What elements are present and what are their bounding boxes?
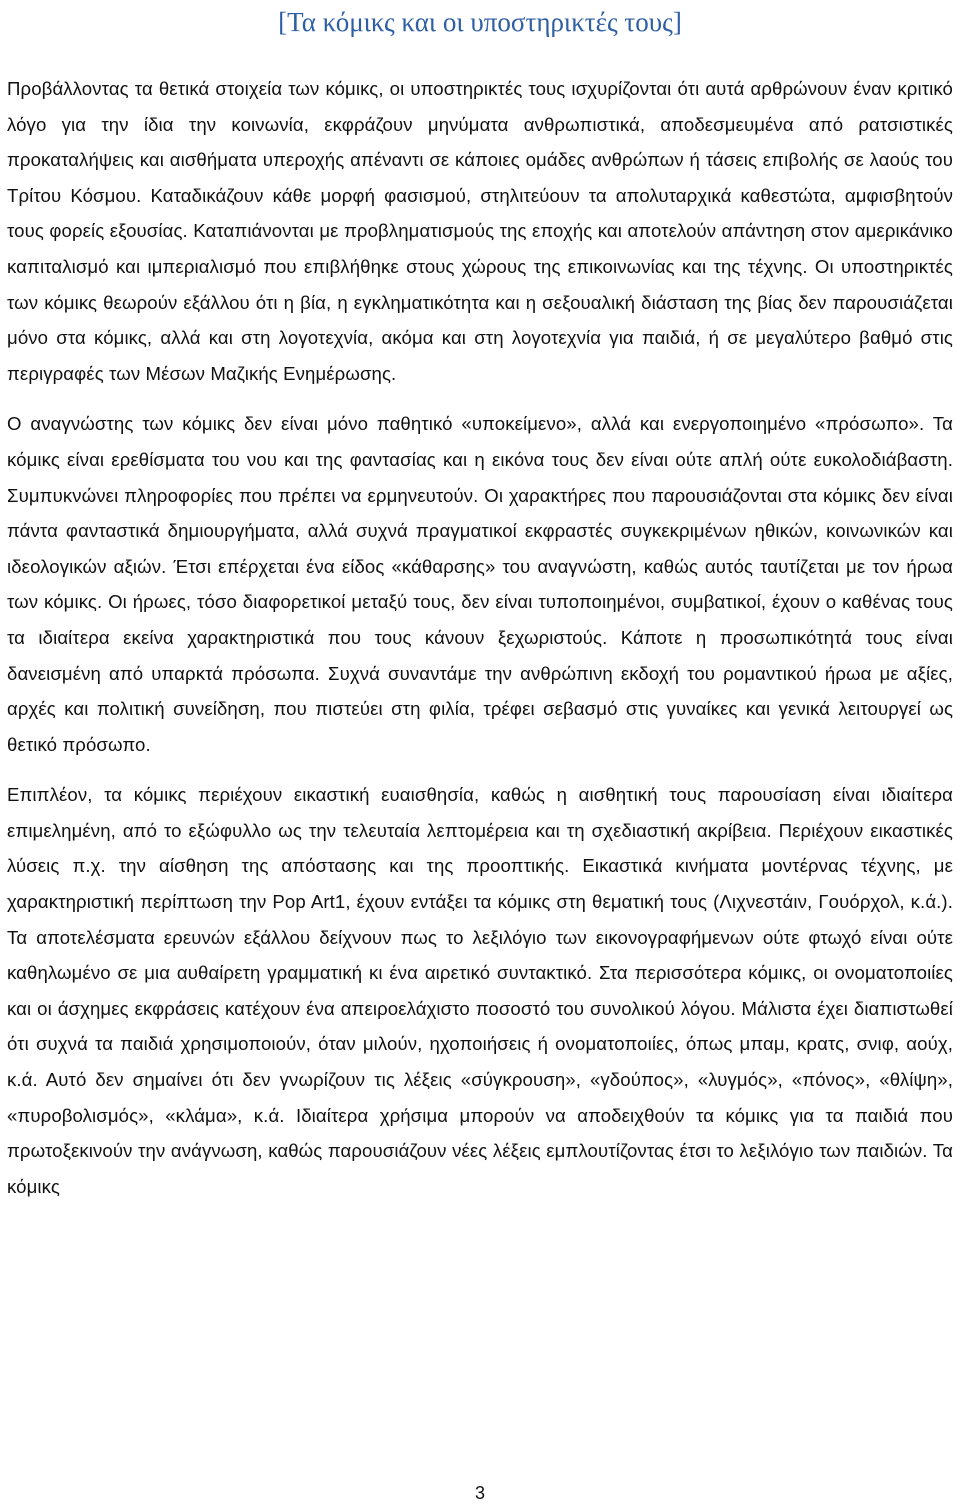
page-title: [Τα κόμικς και οι υποστηρικτές τους] <box>278 7 682 37</box>
paragraph-reader-and-heroes: Ο αναγνώστης των κόμικς δεν είναι μόνο παθητικό «υποκείμενο», αλλά και ενεργοποιημένο «πρόσωπο». Τα κόμικς είναι ερεθίσματα του νου και της φαντασίας και η εικόνα τους δεν είναι ούτε απλή ούτε ευκολοδιάβαστη. Συμπυκνώνει πληροφορίες που πρέπει να ερμηνευτούν. Οι χαρακτήρες που παρουσιάζονται στα κόμικς δεν είναι πάντα φανταστικά δημιουργήματα, αλλά συχνά πραγματικοί εκφραστές συγκεκριμένων ηθικών, κοινωνικών και ιδεολογικών αξιών. Έτσι επέρχεται ένα είδος «κάθαρσης» του αναγνώστη, καθώς αυτός ταυτίζεται με τον ήρωα των κόμικς. Οι ήρωες, τόσο διαφορετικοί μεταξύ τους, δεν είναι τυποποιημένοι, συμβατικοί, έχουν ο καθένας τους τα ιδιαίτερα εκείνα χαρακτηριστικά που τους κάνουν ξεχωριστούς. Κάποτε η προσωπικότητά τους είναι δανεισμένη από υπαρκτά πρόσωπα. Συχνά συναντάμε την ανθρώπινη εκδοχή του ρομαντικού ήρωα με αξίες, αρχές και πολιτική συνείδηση, που πιστεύει στη φιλία, τρέφει σεβασμό στις γυναίκες και γενικά λειτουργεί ως θετικό πρόσωπο. <box>7 413 953 755</box>
paragraph-supporters-arguments: Προβάλλοντας τα θετικά στοιχεία των κόμικς, οι υποστηρικτές τους ισχυρίζονται ότι αυτά αρθρώνουν έναν κριτικό λόγο για την ίδια την κοινωνία, εκφράζουν μηνύματα ανθρωπιστικά, αποδεσμευμένα από ρατσιστικές προκαταλήψεις και αισθήματα υπεροχής απέναντι σε κάποιες ομάδες ανθρώπων ή τάσεις επιβολής σε λαούς του Τρίτου Κόσμου. Καταδικάζουν κάθε μορφή φασισμού, στηλιτεύουν τα απολυταρχικά καθεστώτα, αμφισβητούν τους φορείς εξουσίας. Καταπιάνονται με προβληματισμούς της εποχής και αποτελούν απάντηση στον αμερικάνικο καπιταλισμό και ιμπεριαλισμό που επιβλήθηκε στους χώρους της επικοινωνίας και της τέχνης. Οι υποστηρικτές των κόμικς θεωρούν εξάλλου ότι η βία, η εγκληματικότητα και η σεξουαλική διάσταση της βίας δεν παρουσιάζεται μόνο στα κόμικς, αλλά και στη λογοτεχνία, ακόμα και στη λογοτεχνία για παιδιά, ή σε μεγαλύτερο βαθμό στις περιγραφές των Μέσων Μαζικής Ενημέρωσης. <box>7 78 953 384</box>
paragraph-artistic-sensitivity: Επιπλέον, τα κόμικς περιέχουν εικαστική ευαισθησία, καθώς η αισθητική τους παρουσίαση είναι ιδιαίτερα επιμελημένη, από το εξώφυλλο ως την τελευταία λεπτομέρεια και τη σχεδιαστική ακρίβεια. Περιέχουν εικαστικές λύσεις π.χ. την αίσθηση της απόστασης και της προοπτικής. Εικαστικά κινήματα μοντέρνας τέχνης, με χαρακτηριστική περίπτωση την Pop Art1, έχουν εντάξει τα κόμικς στη θεματική τους (Λιχνεστάιν, Γουόρχολ, κ.ά.). Τα αποτελέσματα ερευνών εξάλλου δείχνουν πως το λεξιλόγιο των εικονογραφήμενων ούτε φτωχό είναι ούτε καθηλωμένο σε μια αυθαίρετη γραμματική κι ένα αιρετικό συντακτικό. Στα περισσότερα κόμικς, οι ονοματοποιίες και οι άσχημες εκφράσεις κατέχουν ένα απειροελάχιστο ποσοστό του συνολικού λόγου. Μάλιστα έχει διαπιστωθεί ότι συχνά τα παιδιά χρησιμοποιούν, όταν μιλούν, ηχοποιήσεις ή ονοματοποιίες, όπως μπαμ, κρατς, σνιφ, αούχ, κ.ά. Αυτό δεν σημαίνει ότι δεν γνωρίζουν τις λέξεις «σύγκρουση», «γδούπος», «λυγμός», «πόνος», «θλίψη», «πυροβολισμός», «κλάμα», κ.ά. Ιδιαίτερα χρήσιμα μπορούν να αποδειχθούν τα κόμικς για τα παιδιά που πρωτοξεκινούν την ανάγνωση, καθώς παρουσιάζουν νέες λέξεις εμπλουτίζοντας έτσι το λεξιλόγιο των παιδιών. Τα κόμικς <box>7 784 953 1197</box>
page-number: 3 <box>474 1483 485 1503</box>
